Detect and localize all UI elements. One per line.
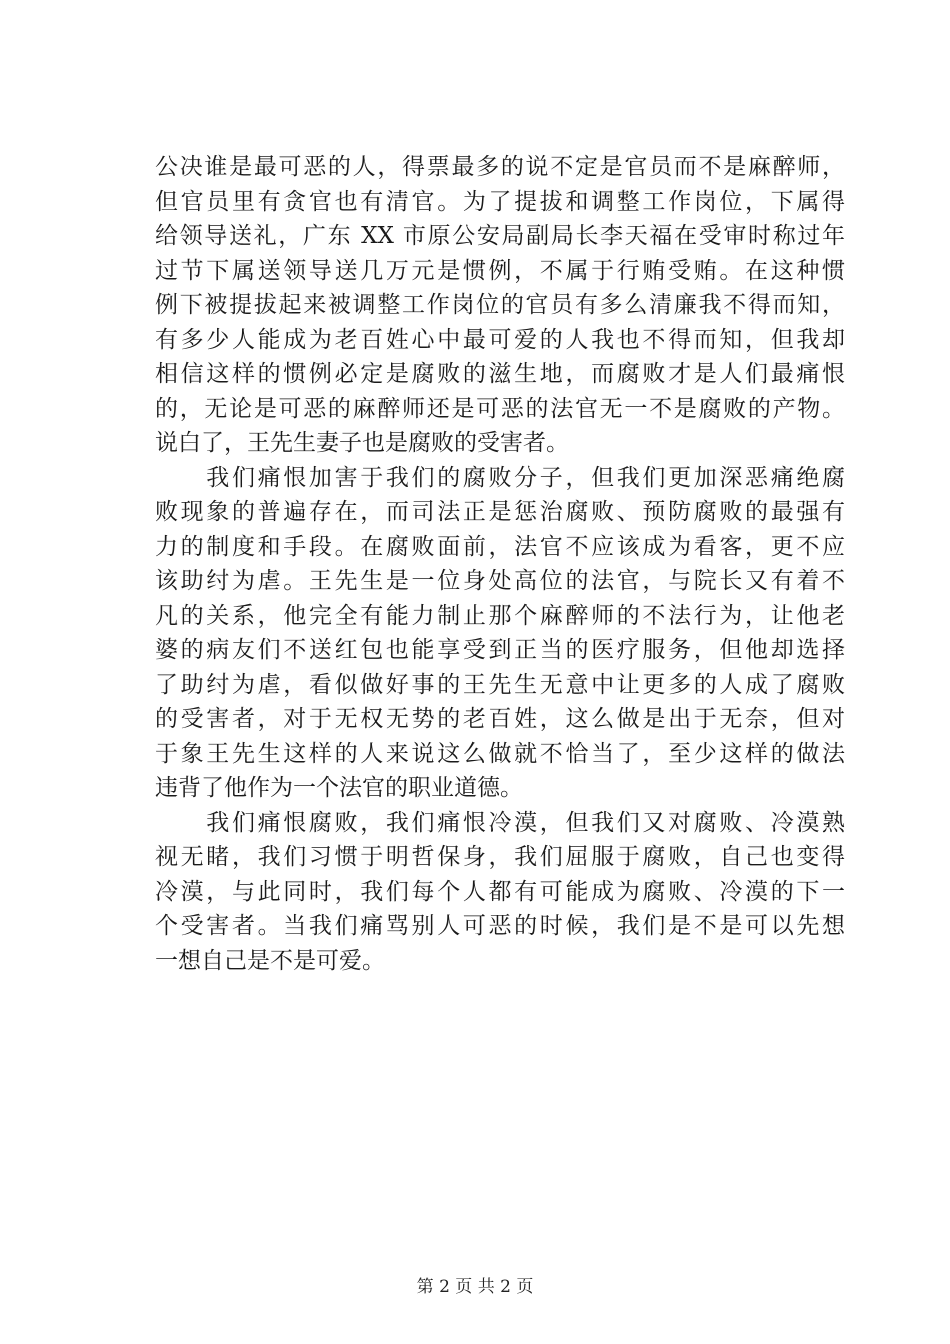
text-line: 但官员里有贪官也有清官。为了提拔和调整工作岗位，下属得 [155, 188, 845, 215]
text-line: 的受害者，对于无权无势的老百姓，这么做是出于无奈，但对 [155, 706, 845, 732]
text-line: 例下被提拔起来被调整工作岗位的官员有多么清廉我不得而知， [155, 292, 845, 318]
text-line: 凡的关系，他完全有能力制止那个麻醉师的不法行为，让他老 [155, 602, 845, 629]
text-line: 过节下属送领导送几万元是惯例，不属于行贿受贿。在这种惯 [155, 257, 845, 284]
text-line: 婆的病友们不送红包也能享受到正当的医疗服务，但他却选择 [155, 637, 845, 663]
text-line: 一想自己是不是可爱。 [155, 947, 385, 974]
text-line: 力的制度和手段。在腐败面前，法官不应该成为看客，更不应 [155, 533, 845, 560]
page-number-footer: 第 2 页 共 2 页 [416, 1277, 534, 1297]
text-line: 我们痛恨加害于我们的腐败分子，但我们更加深恶痛绝腐 [155, 464, 845, 491]
text-line: 我们痛恨腐败，我们痛恨冷漠，但我们又对腐败、冷漠熟 [155, 809, 845, 836]
text-line: 于象王先生这样的人来说这么做就不恰当了，至少这样的做法 [155, 740, 845, 767]
text-line: 冷漠，与此同时，我们每个人都有可能成为腐败、冷漠的下一 [155, 878, 845, 905]
text-line: 的，无论是可恶的麻醉师还是可恶的法官无一不是腐败的产物。 [155, 395, 845, 422]
text-line: 公决谁是最可恶的人，得票最多的说不定是官员而不是麻醉师， [155, 154, 845, 180]
text-line: 了助纣为虐，看似做好事的王先生无意中让更多的人成了腐败 [155, 671, 845, 698]
document-body [155, 150, 845, 978]
text-line: 败现象的普遍存在，而司法正是惩治腐败、预防腐败的最强有 [155, 499, 845, 525]
text-line: 违背了他作为一个法官的职业道德。 [155, 775, 523, 801]
text-line: 有多少人能成为老百姓心中最可爱的人我也不得而知，但我却 [155, 326, 845, 353]
text-line: 给领导送礼，广东 XX 市原公安局副局长李天福在受审时称过年 [155, 223, 845, 249]
text-line: 相信这样的惯例必定是腐败的滋生地，而腐败才是人们最痛恨 [155, 361, 845, 387]
text-line: 说白了，王先生妻子也是腐败的受害者。 [155, 430, 569, 456]
text-line: 该助纣为虐。王先生是一位身处高位的法官，与院长又有着不 [155, 568, 845, 594]
text-line: 个受害者。当我们痛骂别人可恶的时候，我们是不是可以先想 [155, 913, 845, 939]
text-line: 视无睹，我们习惯于明哲保身，我们屈服于腐败，自己也变得 [155, 844, 845, 870]
